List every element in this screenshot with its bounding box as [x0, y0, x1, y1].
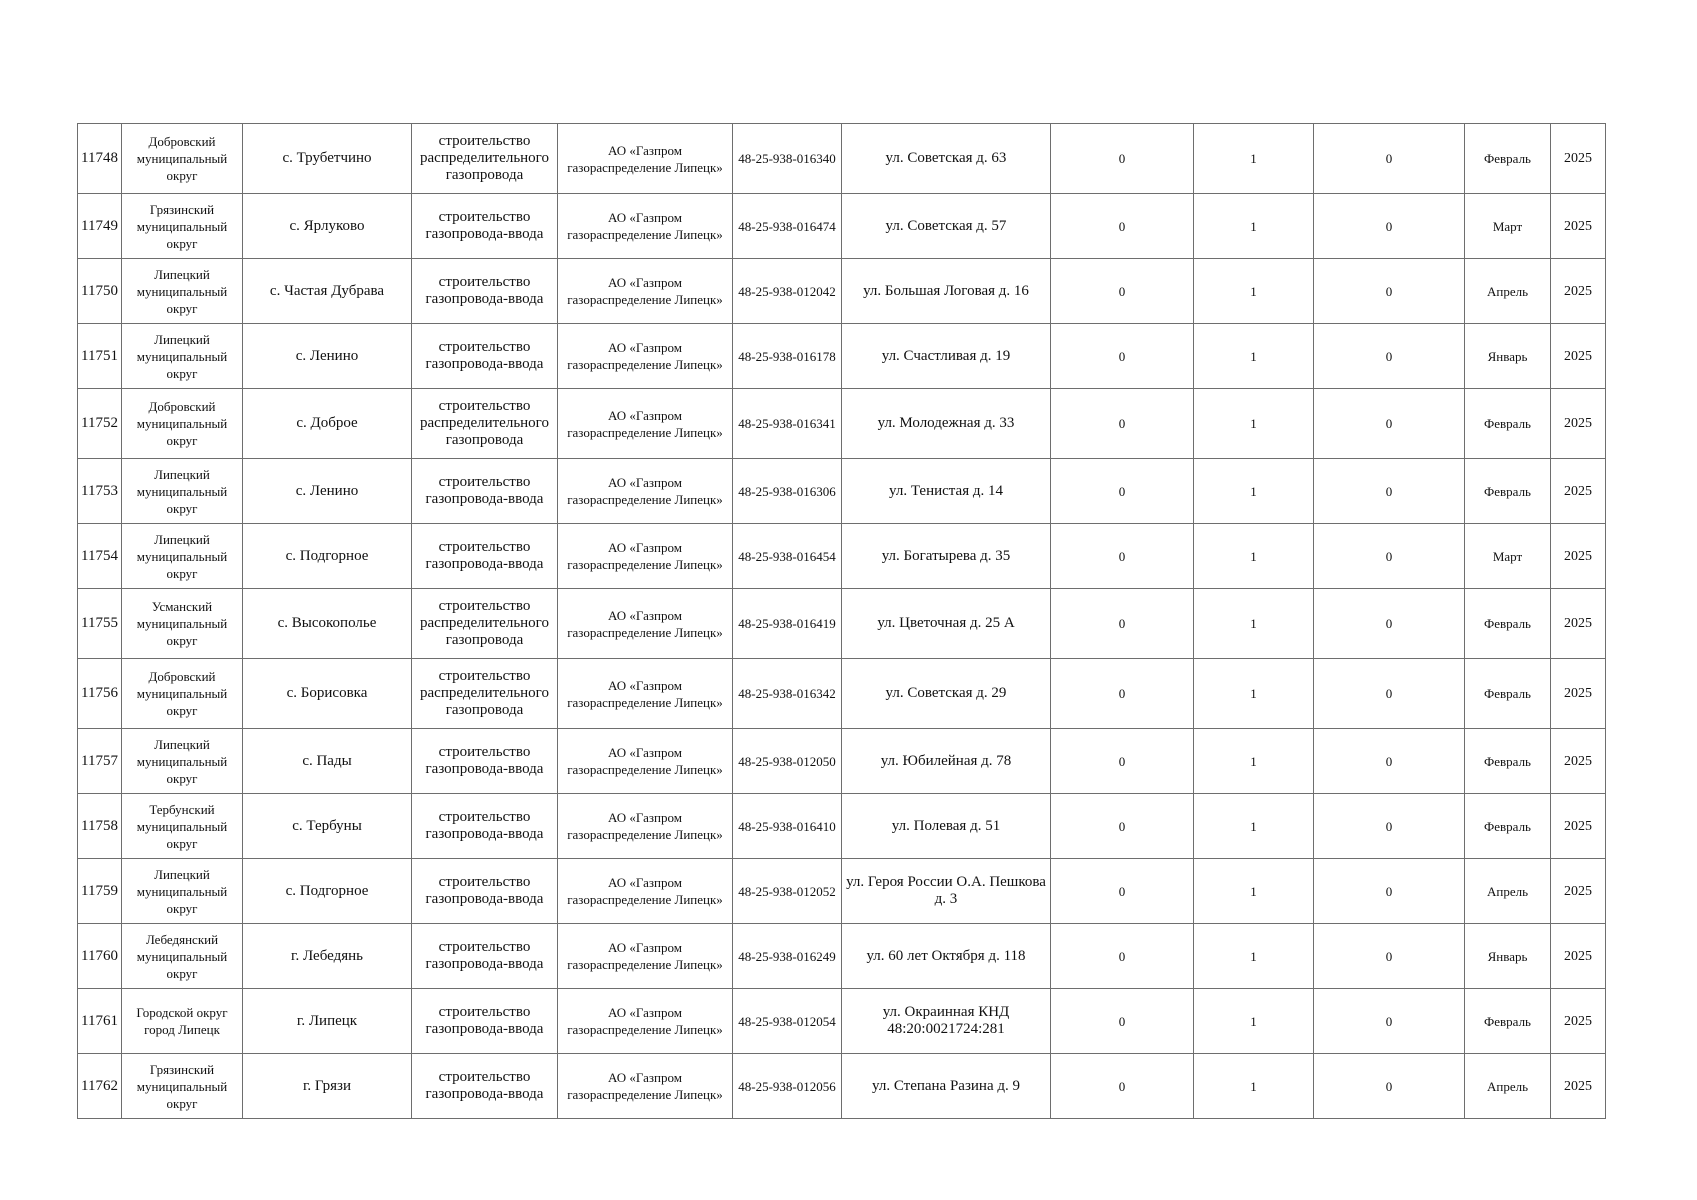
- district-cell: Усманский муниципальный округ: [122, 589, 243, 659]
- year-cell: 2025: [1551, 659, 1606, 729]
- organization-cell: АО «Газпром газораспределение Липецк»: [558, 524, 733, 589]
- value-3-cell: 0: [1314, 794, 1465, 859]
- district-cell: Добровский муниципальный округ: [122, 659, 243, 729]
- district-cell: Грязинский муниципальный округ: [122, 1054, 243, 1119]
- settlement-cell: г. Липецк: [243, 989, 412, 1054]
- object-code-cell: 48-25-938-012042: [733, 259, 842, 324]
- value-2-cell: 1: [1194, 524, 1314, 589]
- value-2-cell: 1: [1194, 859, 1314, 924]
- district-cell: Добровский муниципальный округ: [122, 124, 243, 194]
- value-2-cell: 1: [1194, 924, 1314, 989]
- row-number: 11761: [78, 989, 122, 1054]
- table-row: [78, 324, 1606, 389]
- value-3-cell: 0: [1314, 924, 1465, 989]
- value-2-cell: 1: [1194, 589, 1314, 659]
- address-cell: ул. Полевая д. 51: [842, 794, 1051, 859]
- value-1-cell: 0: [1051, 124, 1194, 194]
- settlement-cell: с. Пады: [243, 729, 412, 794]
- work-type-cell: строительство газопровода-ввода: [412, 524, 558, 589]
- row-number: 11751: [78, 324, 122, 389]
- value-2-cell: 1: [1194, 1054, 1314, 1119]
- organization-cell: АО «Газпром газораспределение Липецк»: [558, 859, 733, 924]
- row-number: 11754: [78, 524, 122, 589]
- table-row: [78, 729, 1606, 794]
- year-cell: 2025: [1551, 924, 1606, 989]
- row-number: 11760: [78, 924, 122, 989]
- table-row: [78, 794, 1606, 859]
- value-1-cell: 0: [1051, 1054, 1194, 1119]
- value-3-cell: 0: [1314, 324, 1465, 389]
- year-cell: 2025: [1551, 589, 1606, 659]
- organization-cell: АО «Газпром газораспределение Липецк»: [558, 459, 733, 524]
- month-cell: Январь: [1465, 324, 1551, 389]
- object-code-cell: 48-25-938-016474: [733, 194, 842, 259]
- work-type-cell: строительство распределительного газопровода: [412, 659, 558, 729]
- value-1-cell: 0: [1051, 524, 1194, 589]
- settlement-cell: с. Трубетчино: [243, 124, 412, 194]
- year-cell: 2025: [1551, 1054, 1606, 1119]
- row-number: 11752: [78, 389, 122, 459]
- address-cell: ул. Цветочная д. 25 А: [842, 589, 1051, 659]
- address-cell: ул. Героя России О.А. Пешкова д. 3: [842, 859, 1051, 924]
- object-code-cell: 48-25-938-012054: [733, 989, 842, 1054]
- organization-cell: АО «Газпром газораспределение Липецк»: [558, 389, 733, 459]
- table-row: [78, 389, 1606, 459]
- work-type-cell: строительство распределительного газопровода: [412, 389, 558, 459]
- district-cell: Липецкий муниципальный округ: [122, 259, 243, 324]
- table-row: [78, 924, 1606, 989]
- row-number: 11756: [78, 659, 122, 729]
- month-cell: Февраль: [1465, 459, 1551, 524]
- month-cell: Апрель: [1465, 859, 1551, 924]
- row-number: 11748: [78, 124, 122, 194]
- value-1-cell: 0: [1051, 389, 1194, 459]
- object-code-cell: 48-25-938-012056: [733, 1054, 842, 1119]
- work-type-cell: строительство распределительного газопровода: [412, 589, 558, 659]
- value-3-cell: 0: [1314, 729, 1465, 794]
- value-3-cell: 0: [1314, 989, 1465, 1054]
- value-3-cell: 0: [1314, 859, 1465, 924]
- object-code-cell: 48-25-938-016341: [733, 389, 842, 459]
- row-number: 11757: [78, 729, 122, 794]
- organization-cell: АО «Газпром газораспределение Липецк»: [558, 1054, 733, 1119]
- value-1-cell: 0: [1051, 659, 1194, 729]
- organization-cell: АО «Газпром газораспределение Липецк»: [558, 194, 733, 259]
- value-2-cell: 1: [1194, 194, 1314, 259]
- value-2-cell: 1: [1194, 324, 1314, 389]
- value-3-cell: 0: [1314, 1054, 1465, 1119]
- object-code-cell: 48-25-938-016419: [733, 589, 842, 659]
- settlement-cell: с. Ленино: [243, 324, 412, 389]
- address-cell: ул. Советская д. 63: [842, 124, 1051, 194]
- value-2-cell: 1: [1194, 794, 1314, 859]
- month-cell: Февраль: [1465, 729, 1551, 794]
- value-1-cell: 0: [1051, 324, 1194, 389]
- organization-cell: АО «Газпром газораспределение Липецк»: [558, 659, 733, 729]
- row-number: 11759: [78, 859, 122, 924]
- district-cell: Липецкий муниципальный округ: [122, 459, 243, 524]
- gasification-table: [77, 123, 1606, 1119]
- district-cell: Городской округ город Липецк: [122, 989, 243, 1054]
- year-cell: 2025: [1551, 389, 1606, 459]
- value-1-cell: 0: [1051, 589, 1194, 659]
- row-number: 11750: [78, 259, 122, 324]
- settlement-cell: с. Ярлуково: [243, 194, 412, 259]
- address-cell: ул. Молодежная д. 33: [842, 389, 1051, 459]
- year-cell: 2025: [1551, 859, 1606, 924]
- address-cell: ул. Юбилейная д. 78: [842, 729, 1051, 794]
- work-type-cell: строительство газопровода-ввода: [412, 859, 558, 924]
- value-2-cell: 1: [1194, 389, 1314, 459]
- value-1-cell: 0: [1051, 194, 1194, 259]
- year-cell: 2025: [1551, 524, 1606, 589]
- month-cell: Февраль: [1465, 794, 1551, 859]
- district-cell: Липецкий муниципальный округ: [122, 524, 243, 589]
- object-code-cell: 48-25-938-012050: [733, 729, 842, 794]
- settlement-cell: с. Высокополье: [243, 589, 412, 659]
- year-cell: 2025: [1551, 459, 1606, 524]
- value-1-cell: 0: [1051, 924, 1194, 989]
- month-cell: Январь: [1465, 924, 1551, 989]
- object-code-cell: 48-25-938-016410: [733, 794, 842, 859]
- table-row: [78, 589, 1606, 659]
- value-3-cell: 0: [1314, 659, 1465, 729]
- value-1-cell: 0: [1051, 459, 1194, 524]
- value-2-cell: 1: [1194, 124, 1314, 194]
- month-cell: Февраль: [1465, 589, 1551, 659]
- year-cell: 2025: [1551, 989, 1606, 1054]
- value-1-cell: 0: [1051, 794, 1194, 859]
- month-cell: Апрель: [1465, 259, 1551, 324]
- month-cell: Февраль: [1465, 989, 1551, 1054]
- district-cell: Грязинский муниципальный округ: [122, 194, 243, 259]
- object-code-cell: 48-25-938-016342: [733, 659, 842, 729]
- district-cell: Тербунский муниципальный округ: [122, 794, 243, 859]
- object-code-cell: 48-25-938-016454: [733, 524, 842, 589]
- organization-cell: АО «Газпром газораспределение Липецк»: [558, 729, 733, 794]
- work-type-cell: строительство газопровода-ввода: [412, 924, 558, 989]
- value-1-cell: 0: [1051, 729, 1194, 794]
- value-3-cell: 0: [1314, 259, 1465, 324]
- month-cell: Февраль: [1465, 659, 1551, 729]
- settlement-cell: г. Грязи: [243, 1054, 412, 1119]
- value-2-cell: 1: [1194, 659, 1314, 729]
- year-cell: 2025: [1551, 729, 1606, 794]
- work-type-cell: строительство газопровода-ввода: [412, 259, 558, 324]
- row-number: 11755: [78, 589, 122, 659]
- address-cell: ул. Богатырева д. 35: [842, 524, 1051, 589]
- value-3-cell: 0: [1314, 589, 1465, 659]
- value-3-cell: 0: [1314, 389, 1465, 459]
- work-type-cell: строительство газопровода-ввода: [412, 729, 558, 794]
- object-code-cell: 48-25-938-016178: [733, 324, 842, 389]
- address-cell: ул. Большая Логовая д. 16: [842, 259, 1051, 324]
- settlement-cell: г. Лебедянь: [243, 924, 412, 989]
- settlement-cell: с. Тербуны: [243, 794, 412, 859]
- work-type-cell: строительство газопровода-ввода: [412, 989, 558, 1054]
- year-cell: 2025: [1551, 194, 1606, 259]
- work-type-cell: строительство газопровода-ввода: [412, 1054, 558, 1119]
- row-number: 11762: [78, 1054, 122, 1119]
- settlement-cell: с. Борисовка: [243, 659, 412, 729]
- table-row: [78, 524, 1606, 589]
- organization-cell: АО «Газпром газораспределение Липецк»: [558, 324, 733, 389]
- year-cell: 2025: [1551, 124, 1606, 194]
- district-cell: Липецкий муниципальный округ: [122, 859, 243, 924]
- district-cell: Лебедянский муниципальный округ: [122, 924, 243, 989]
- organization-cell: АО «Газпром газораспределение Липецк»: [558, 589, 733, 659]
- work-type-cell: строительство газопровода-ввода: [412, 794, 558, 859]
- settlement-cell: с. Частая Дубрава: [243, 259, 412, 324]
- organization-cell: АО «Газпром газораспределение Липецк»: [558, 124, 733, 194]
- year-cell: 2025: [1551, 794, 1606, 859]
- value-1-cell: 0: [1051, 989, 1194, 1054]
- district-cell: Липецкий муниципальный округ: [122, 729, 243, 794]
- table-row: [78, 259, 1606, 324]
- object-code-cell: 48-25-938-016249: [733, 924, 842, 989]
- row-number: 11753: [78, 459, 122, 524]
- object-code-cell: 48-25-938-016340: [733, 124, 842, 194]
- value-3-cell: 0: [1314, 194, 1465, 259]
- month-cell: Февраль: [1465, 124, 1551, 194]
- address-cell: ул. Тенистая д. 14: [842, 459, 1051, 524]
- table-row: [78, 124, 1606, 194]
- month-cell: Март: [1465, 194, 1551, 259]
- value-2-cell: 1: [1194, 989, 1314, 1054]
- settlement-cell: с. Подгорное: [243, 524, 412, 589]
- table-row: [78, 989, 1606, 1054]
- work-type-cell: строительство газопровода-ввода: [412, 459, 558, 524]
- organization-cell: АО «Газпром газораспределение Липецк»: [558, 989, 733, 1054]
- district-cell: Липецкий муниципальный округ: [122, 324, 243, 389]
- month-cell: Февраль: [1465, 389, 1551, 459]
- settlement-cell: с. Подгорное: [243, 859, 412, 924]
- month-cell: Март: [1465, 524, 1551, 589]
- year-cell: 2025: [1551, 324, 1606, 389]
- table-body: [78, 124, 1606, 1119]
- address-cell: ул. Окраинная КНД 48:20:0021724:281: [842, 989, 1051, 1054]
- table-row: [78, 859, 1606, 924]
- object-code-cell: 48-25-938-016306: [733, 459, 842, 524]
- organization-cell: АО «Газпром газораспределение Липецк»: [558, 924, 733, 989]
- value-2-cell: 1: [1194, 259, 1314, 324]
- value-1-cell: 0: [1051, 259, 1194, 324]
- row-number: 11758: [78, 794, 122, 859]
- work-type-cell: строительство газопровода-ввода: [412, 194, 558, 259]
- row-number: 11749: [78, 194, 122, 259]
- settlement-cell: с. Доброе: [243, 389, 412, 459]
- work-type-cell: строительство распределительного газопровода: [412, 124, 558, 194]
- table-row: [78, 659, 1606, 729]
- address-cell: ул. 60 лет Октября д. 118: [842, 924, 1051, 989]
- work-type-cell: строительство газопровода-ввода: [412, 324, 558, 389]
- month-cell: Апрель: [1465, 1054, 1551, 1119]
- value-1-cell: 0: [1051, 859, 1194, 924]
- value-2-cell: 1: [1194, 459, 1314, 524]
- district-cell: Добровский муниципальный округ: [122, 389, 243, 459]
- address-cell: ул. Степана Разина д. 9: [842, 1054, 1051, 1119]
- value-3-cell: 0: [1314, 124, 1465, 194]
- address-cell: ул. Советская д. 57: [842, 194, 1051, 259]
- year-cell: 2025: [1551, 259, 1606, 324]
- value-2-cell: 1: [1194, 729, 1314, 794]
- value-3-cell: 0: [1314, 459, 1465, 524]
- table-row: [78, 194, 1606, 259]
- address-cell: ул. Советская д. 29: [842, 659, 1051, 729]
- value-3-cell: 0: [1314, 524, 1465, 589]
- table-row: [78, 459, 1606, 524]
- organization-cell: АО «Газпром газораспределение Липецк»: [558, 794, 733, 859]
- object-code-cell: 48-25-938-012052: [733, 859, 842, 924]
- address-cell: ул. Счастливая д. 19: [842, 324, 1051, 389]
- organization-cell: АО «Газпром газораспределение Липецк»: [558, 259, 733, 324]
- table-row: [78, 1054, 1606, 1119]
- settlement-cell: с. Ленино: [243, 459, 412, 524]
